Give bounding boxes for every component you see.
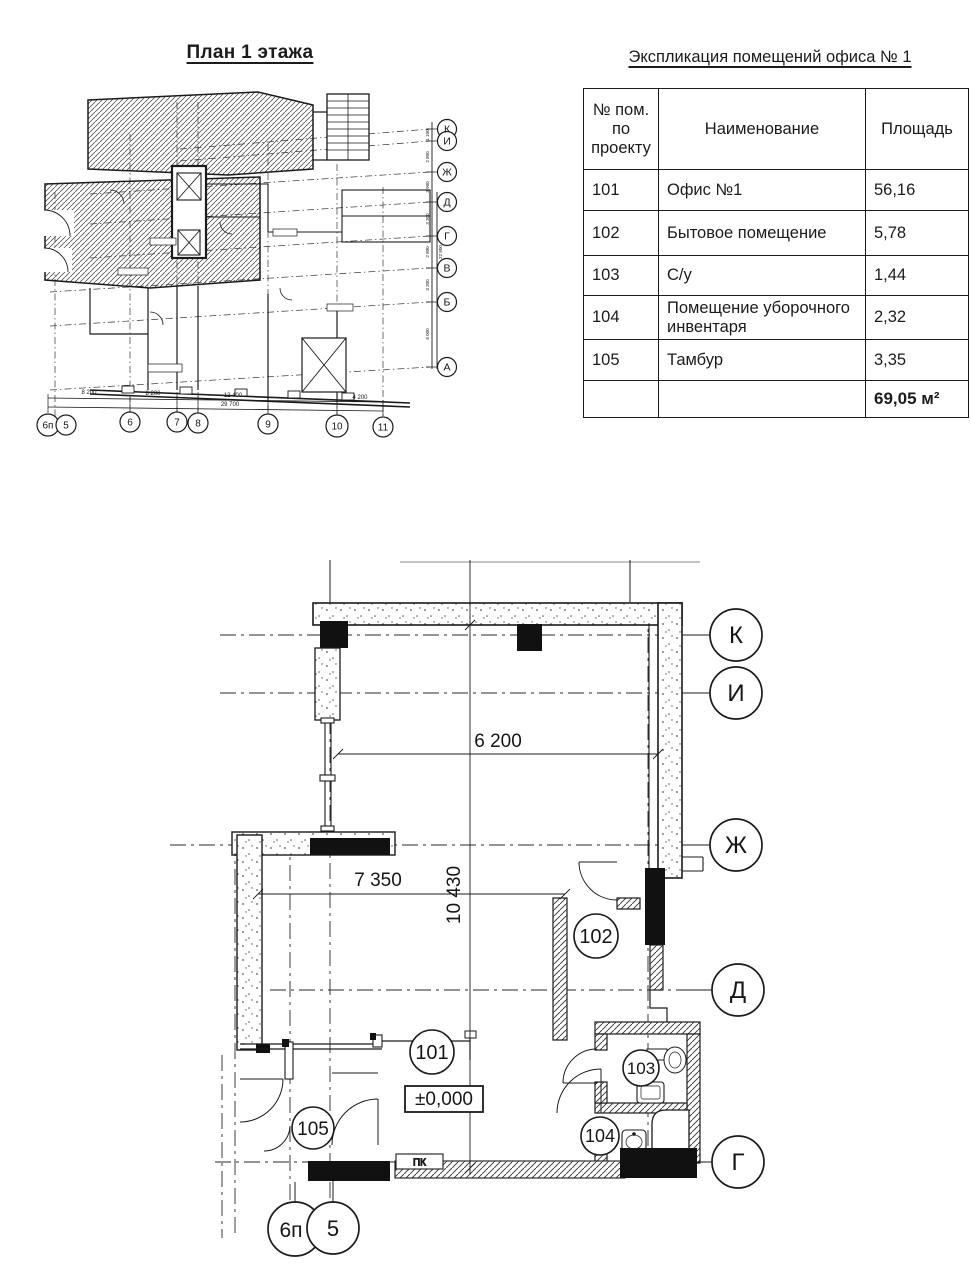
overview-building-walls: [44, 92, 430, 407]
room-area-cell: 5,78: [866, 211, 969, 256]
svg-text:2 800: 2 800: [425, 246, 430, 258]
ov-col-bubble-7: 7: [174, 417, 180, 429]
ov-col-bubble-11: 11: [377, 422, 389, 434]
ov-col-bubble-8: 8: [195, 418, 201, 430]
axis-bubble-zh: Ж: [724, 832, 748, 859]
room-number-cell: 103: [584, 256, 659, 296]
convector-box: [396, 1154, 443, 1169]
room-name-cell: Тамбур: [659, 340, 866, 381]
ov-axis-bubble-d: Д: [443, 196, 451, 209]
overview-elevator-shaft: [172, 166, 206, 258]
svg-text:8 200: 8 200: [145, 391, 161, 397]
convector-label: ПК: [412, 1157, 427, 1169]
axis-bubble-k: К: [729, 622, 743, 649]
ov-col-bubble-10: 10: [331, 421, 343, 433]
table-total-row: [584, 381, 969, 418]
svg-text:4 200: 4 200: [352, 395, 368, 401]
room-area-cell: 1,44: [866, 256, 969, 296]
column: [645, 868, 665, 945]
bathroom-block: [557, 1022, 700, 1163]
svg-text:8 200: 8 200: [81, 390, 97, 396]
ov-axis-bubble-zh: Ж: [442, 166, 452, 179]
room-bubble-101: 101: [415, 1042, 449, 1064]
room-bubble-105: 105: [297, 1119, 329, 1140]
ov-axis-bubble-k: К: [443, 123, 451, 136]
schedule-title-text: Экспликация помещений офиса № 1: [628, 48, 912, 66]
svg-text:8 000: 8 000: [425, 328, 430, 340]
ov-axis-bubble-b: Б: [443, 296, 451, 309]
svg-text:3 300: 3 300: [425, 279, 430, 291]
room-name-cell: Помещение уборочного инвентаря: [659, 296, 866, 340]
wall-black-segment: [308, 1161, 390, 1181]
dimension-vertical: 10 430: [444, 865, 465, 925]
overview-stairs: [327, 94, 369, 160]
overview-bottom-axes: [37, 390, 393, 437]
column: [320, 621, 348, 648]
col-bubble-6p: 6п: [279, 1219, 303, 1242]
door-swing: [579, 862, 617, 900]
ov-col-bubble-9: 9: [265, 419, 271, 431]
svg-text:2 800: 2 800: [425, 151, 430, 163]
overview-ramp: [302, 338, 346, 392]
room-name-cell: С/у: [659, 256, 866, 296]
room-name-cell: Офис №1: [659, 170, 866, 211]
col-header-name: Наименование: [659, 89, 866, 170]
col-header-area: Площадь: [866, 89, 969, 170]
elevation-value: ±0,000: [415, 1089, 473, 1110]
total-area-cell: 69,05 м²: [866, 381, 969, 418]
col-header-number: № пом. по проекту: [584, 89, 659, 170]
empty-cell: [659, 381, 866, 418]
room-number-cell: 102: [584, 211, 659, 256]
room-number-cell: 105: [584, 340, 659, 381]
ov-col-bubble-6: 6: [127, 417, 133, 429]
table-row: [584, 296, 969, 340]
room-bubble-102: 102: [579, 926, 613, 948]
wall-black-segment: [620, 1148, 697, 1178]
overview-plan-title: [30, 42, 470, 64]
ov-col-bubble-5: 5: [63, 420, 69, 432]
ov-axis-bubble-a: А: [443, 361, 451, 374]
table-header-row: [584, 89, 969, 170]
overview-right-axes: [425, 120, 457, 377]
ov-bottom-total-dim: 29 700: [220, 402, 240, 408]
col-bubble-5: 5: [326, 1216, 340, 1241]
svg-text:3 300: 3 300: [425, 213, 430, 225]
svg-text:12 400: 12 400: [223, 393, 243, 399]
dimension-top-width: 6 200: [474, 731, 522, 752]
ov-axis-bubble-v: В: [443, 262, 451, 275]
axis-bubble-i: И: [727, 680, 745, 707]
column: [517, 624, 542, 651]
room-number-cell: 101: [584, 170, 659, 211]
elevation-marker: [405, 1086, 483, 1112]
dimension-mid-width: 7 350: [354, 870, 402, 891]
window-mullion: [320, 718, 335, 831]
ov-right-total-dim: 22 800: [438, 245, 443, 259]
overview-plan-drawing: [30, 72, 470, 452]
svg-text:1 100: 1 100: [425, 129, 430, 141]
overview-plan-title-text: План 1 этажа: [186, 42, 314, 63]
table-row: [584, 211, 969, 256]
detail-axis-stubs: [330, 560, 630, 602]
room-bubble-104: 104: [584, 1126, 616, 1146]
axis-bubble-g: Г: [731, 1149, 745, 1176]
table-row: [584, 170, 969, 211]
room-bubble-103: 103: [626, 1059, 656, 1078]
detail-plan-drawing: [170, 550, 800, 1280]
room-area-cell: 3,35: [866, 340, 969, 381]
bottom-walls: [308, 1148, 697, 1181]
detail-bottom-bubbles: [268, 1181, 359, 1256]
axis-bubble-d: Д: [729, 977, 747, 1004]
room-area-cell: 2,32: [866, 296, 969, 340]
room-number-cell: 104: [584, 296, 659, 340]
ov-axis-bubble-i: И: [443, 135, 451, 148]
room-name-cell: Бытовое помещение: [659, 211, 866, 256]
schedule-title: [570, 48, 970, 67]
room-area-cell: 56,16: [866, 170, 969, 211]
detail-structural-walls: [232, 603, 703, 1053]
table-row: [584, 256, 969, 296]
room-schedule-table: [583, 88, 969, 418]
ov-col-bubble-6p: 6п: [42, 420, 54, 432]
empty-cell: [584, 381, 659, 418]
wall-black-segment: [310, 838, 390, 855]
table-row: [584, 340, 969, 381]
ov-axis-bubble-g: Г: [444, 230, 450, 243]
svg-text:3 900: 3 900: [425, 181, 430, 193]
